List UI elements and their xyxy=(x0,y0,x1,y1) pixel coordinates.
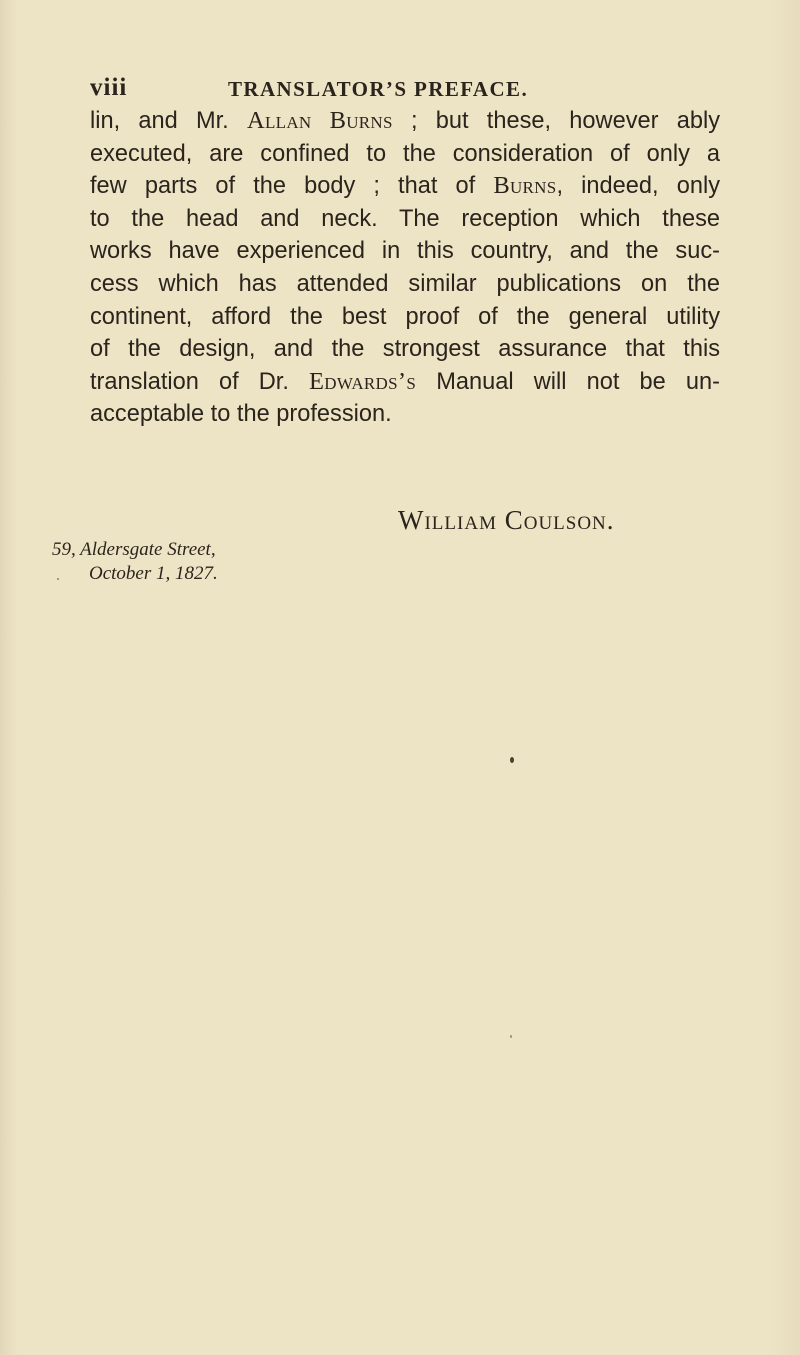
address: 59, Aldersgate Street, xyxy=(52,539,216,560)
ink-speck xyxy=(57,578,59,580)
text-segment: lin, and Mr. xyxy=(90,108,247,134)
author-signature: William Coulson. xyxy=(398,505,615,535)
text-line: works have experienced in this country, and the suc- xyxy=(90,238,720,265)
text-line: of the design, and the strongest assurance that this xyxy=(90,336,720,363)
text-line xyxy=(90,170,720,203)
text-segment: Manual will not be un- xyxy=(416,368,720,395)
text-line: cess which has attended similar publications on the xyxy=(90,270,720,297)
ink-speck xyxy=(510,1035,512,1038)
text-segment: ; but these, however ably xyxy=(392,108,720,134)
date: October 1, 1827. xyxy=(89,563,218,584)
text-line xyxy=(90,366,720,399)
text-line: acceptable to the profession. xyxy=(90,401,392,428)
person-name: Allan Burns xyxy=(246,107,393,134)
text-line xyxy=(90,105,720,138)
dateline xyxy=(52,538,218,586)
text-line: executed, are confined to the consideration of only a xyxy=(90,140,720,167)
text-line: continent, afford the best proof of the general utility xyxy=(90,303,720,330)
text-segment: , indeed, only xyxy=(556,173,720,200)
preface-paragraph xyxy=(90,105,720,431)
running-head-title: TRANSLATOR’S PREFACE. xyxy=(228,77,529,101)
ink-speck xyxy=(510,757,514,763)
person-name: Burns xyxy=(493,172,557,200)
text-segment: few parts of the body ; that of xyxy=(90,173,494,200)
person-name: Edwards’s xyxy=(309,367,417,395)
text-line: to the head and neck. The reception which these xyxy=(90,205,720,232)
page-number: viii xyxy=(90,74,128,101)
running-head xyxy=(90,74,710,104)
text-segment: translation of Dr. xyxy=(90,368,310,395)
